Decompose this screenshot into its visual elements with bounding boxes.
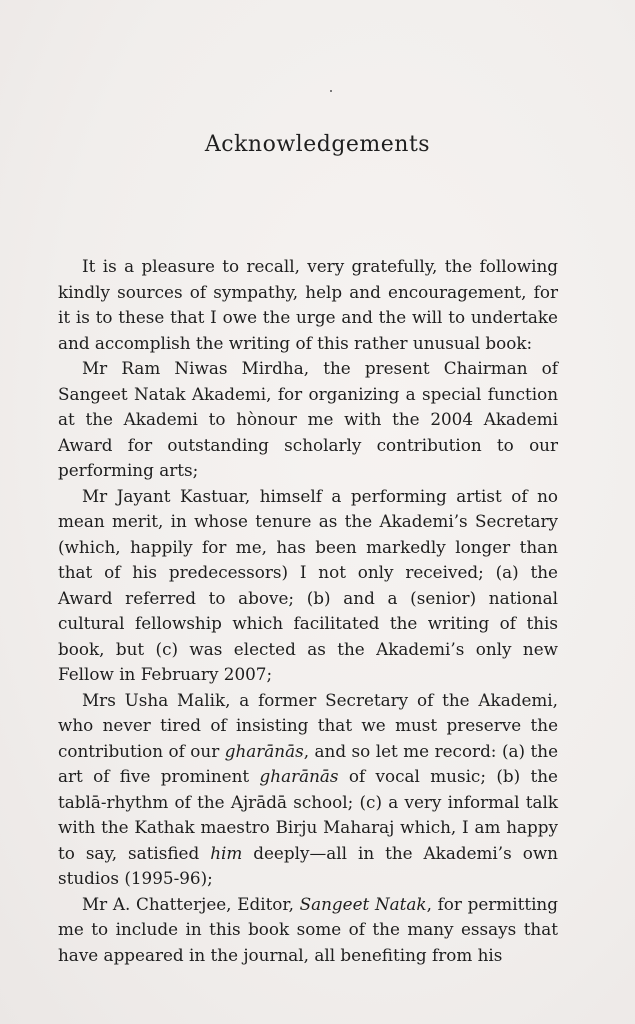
page-title: Acknowledgements (204, 132, 431, 157)
italic-term: gharānās (224, 740, 304, 761)
italic-term: him (210, 842, 243, 863)
text-run: Mr Ram Niwas Mirdha, the present Chairman of Sangeet Natak Akademi, for organizing a special function at the Akademi to hònour me with the 2004 Akademi Award for outstanding scholarly contribution to our performing arts; (58, 358, 558, 480)
paragraph-mirdha (58, 356, 558, 484)
text-run: It is a pleasure to recall, very gratefully, the following kindly sources of sympathy, help and encouragement, for it is to these that I owe the urge and the will to undertake and accomplish the writing of this rather unusual book: (58, 256, 558, 353)
text-run: of vocal music; (b) the tablā-rhythm of the Ajrādā school; (c) a very informal talk with the Kathak maestro Birju Maharaj which, I am happy to say, satisfied (58, 766, 558, 863)
italic-term: gharānās (259, 766, 339, 786)
text-run: Mrs Usha Malik, a former Secretary of the Akademi, who never tired of insisting that we must preserve the contribution of our (58, 689, 558, 761)
paragraph-intro (58, 254, 558, 356)
text-run: , for permitting me to include in this book some of the many essays that have appeared in the journal, all benefiting from his (58, 893, 558, 965)
paragraph-malik (58, 688, 558, 892)
ink-speck (330, 90, 332, 92)
paragraph-chatterjee (58, 892, 558, 969)
paragraph-kastuar (58, 484, 558, 688)
body-text (58, 254, 558, 968)
text-run: Mr Jayant Kastuar, himself a performing artist of no mean merit, in whose tenure as the Akademi’s Secretary (which, happily for me, has been markedly longer than that of his predecessors) I not only received; (a) the Award referred to above; (b) and a (senior) national cultural fellowship which facilitated the writing of this book, but (c) was elected as the Akademi’s only new Fellow in February 2007; (58, 485, 558, 684)
text-run: , and so let me record: (a) the art of five prominent (58, 740, 558, 786)
text-run: Mr A. Chatterjee, Editor, (82, 893, 300, 914)
text-run: deeply—all in the Akademi’s own studios (1995-96); (58, 842, 558, 888)
italic-term: Sangeet Natak (299, 893, 427, 914)
